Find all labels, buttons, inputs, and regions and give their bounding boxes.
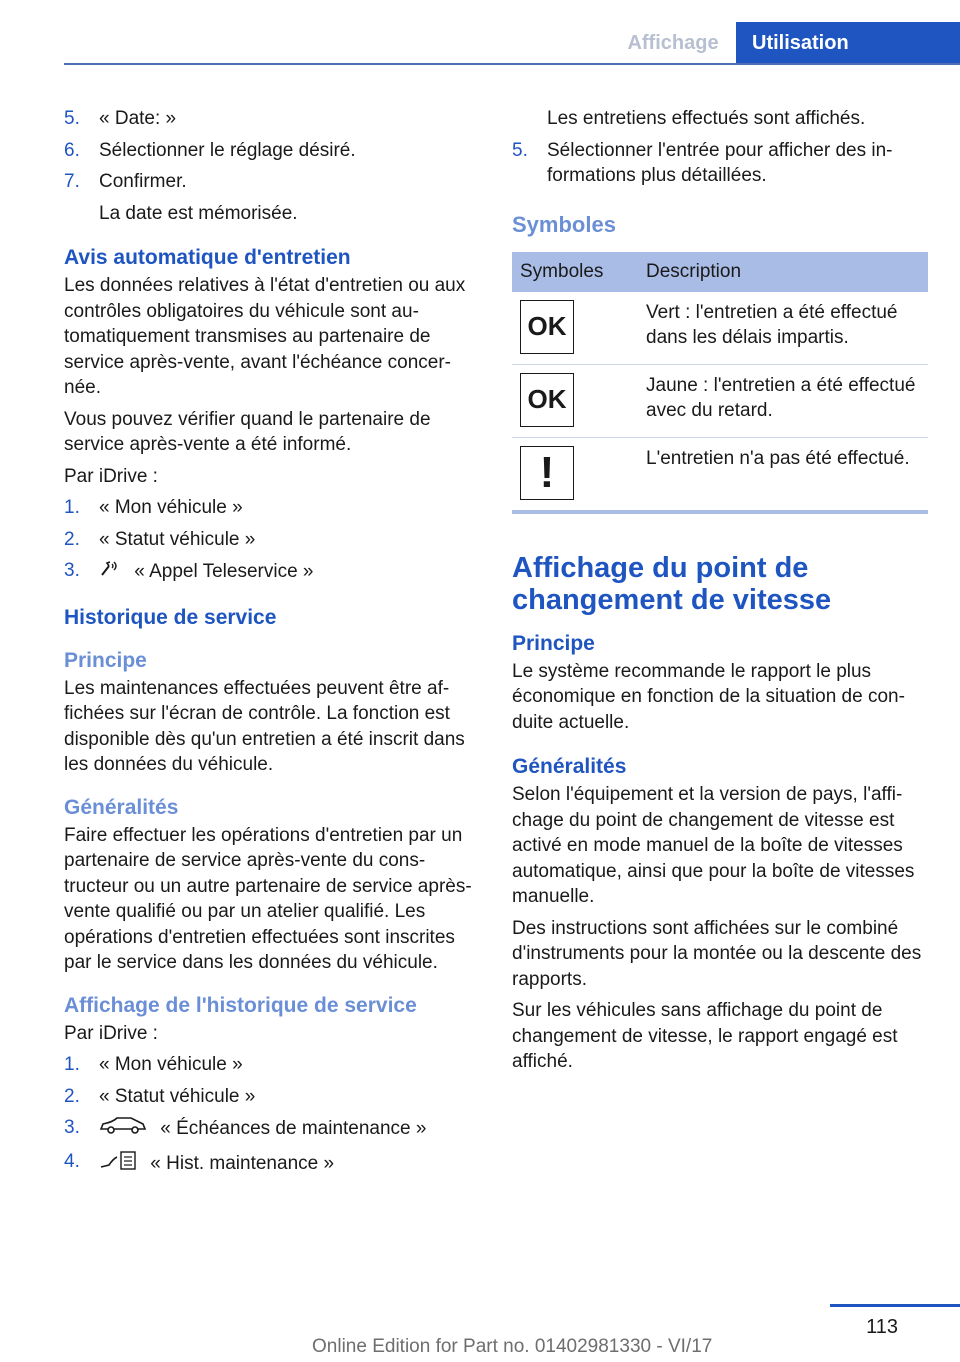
generalites-title: Généralités bbox=[64, 795, 179, 819]
step-text: Confirmer. bbox=[99, 171, 187, 192]
table-cell-description: Jaune : l'entretien a été effectué avec du retard. bbox=[638, 364, 928, 437]
step-text: « Échéances de maintenance » bbox=[160, 1117, 427, 1139]
step-text: « Mon véhicule » bbox=[99, 497, 243, 518]
table-header-symboles: Symboles bbox=[512, 252, 638, 292]
step-text: Sélectionner l'entrée pour afficher des informations plus détaillées. bbox=[547, 139, 893, 186]
warning-exclamation-icon bbox=[520, 446, 574, 500]
right-steps-list bbox=[512, 138, 928, 189]
step-text: « Appel Teleservice » bbox=[134, 560, 314, 582]
step-text: « Statut véhicule » bbox=[99, 1085, 256, 1107]
list-item bbox=[64, 1149, 474, 1179]
avis-title: Avis automatique d'entretien bbox=[64, 246, 351, 269]
avis-paragraph-1: Les données relatives à l'état d'entretien ou aux contrôles obligatoires du véhicule sont automatiquement transmises au partenaire de service après-vente, avant l'échéance concernée. bbox=[64, 275, 466, 398]
generalites-paragraph-right-1: Selon l'équipement et la version de pays, l'affichage du point de changement de vitesse est activé en mode manuel de la boîte de vitesses automatique, ainsi que pour la boîte de vitesses manuelle. bbox=[512, 784, 915, 907]
teleservice-icon bbox=[99, 558, 121, 586]
generalites-title-right: Généralités bbox=[512, 755, 627, 778]
symbol-label: ! bbox=[539, 447, 555, 497]
step-number: 2. bbox=[64, 1085, 80, 1107]
list-item bbox=[64, 558, 474, 586]
ok-green-icon bbox=[520, 300, 574, 354]
continuation-text: Les entretiens effectués sont affichés. bbox=[547, 108, 866, 129]
list-item bbox=[512, 138, 928, 189]
principe-paragraph: Les maintenances effectuées peuvent être affichées sur l'écran de contrôle. La fonction est disponible dès qu'un entretien a été inscrit dans les données du véhicule. bbox=[64, 677, 465, 775]
list-item bbox=[64, 1052, 474, 1078]
list-item bbox=[64, 169, 474, 226]
list-item bbox=[64, 138, 474, 164]
list-item bbox=[64, 527, 474, 553]
date-steps-list bbox=[64, 106, 474, 226]
symbol-label: OK bbox=[527, 310, 567, 341]
principe-title: Principe bbox=[64, 648, 147, 672]
step-text: « Statut véhicule » bbox=[99, 528, 256, 550]
list-item bbox=[64, 1115, 474, 1143]
generalites-paragraph: Faire effectuer les opérations d'entretien par un partenaire de service après-vente du constructeur ou un autre partenaire de service après-vente qualifié ou par un atelier qualifié. Les opérations d'entretien effectuées sont inscrites par le service dans les données du véhicule. bbox=[64, 824, 472, 973]
step-number: 7. bbox=[64, 171, 80, 192]
section-title-gear-shift: Affichage du point de changement de vitesse bbox=[512, 551, 832, 616]
step-number: 1. bbox=[64, 1054, 80, 1075]
step-text: « Date: » bbox=[99, 108, 177, 129]
edition-text: Online Edition for Part no. 01402981330 - VI/17 bbox=[312, 1336, 713, 1357]
step-number: 2. bbox=[64, 528, 80, 550]
step-number: 4. bbox=[64, 1150, 80, 1172]
tab-affichage[interactable]: Affichage bbox=[627, 32, 719, 54]
page-number: 113 bbox=[866, 1316, 898, 1338]
avis-paragraph-3: Par iDrive : bbox=[64, 465, 158, 487]
affichage-historique-title: Affichage de l'historique de service bbox=[64, 993, 417, 1017]
list-item bbox=[64, 495, 474, 521]
footer-divider bbox=[830, 1304, 960, 1307]
table-row bbox=[512, 437, 928, 510]
left-column bbox=[64, 100, 474, 1184]
step-number: 1. bbox=[64, 497, 80, 518]
principe-paragraph-right: Le système recommande le rapport le plus économique en fonction de la situation de conduite actuelle. bbox=[512, 660, 905, 733]
step-text: Sélectionner le réglage désiré. bbox=[99, 139, 356, 161]
header-divider bbox=[64, 63, 960, 65]
principe-title-right: Principe bbox=[512, 631, 595, 655]
step-number: 6. bbox=[64, 139, 80, 161]
symboles-title: Symboles bbox=[512, 211, 616, 237]
step-subtext: La date est mémorisée. bbox=[99, 202, 298, 224]
symbol-label: OK bbox=[527, 383, 567, 414]
maintenance-history-icon bbox=[99, 1149, 137, 1179]
table-row bbox=[512, 364, 928, 437]
historique-steps-list bbox=[64, 1052, 474, 1178]
tab-utilisation[interactable]: Utilisation bbox=[736, 22, 960, 64]
table-cell-description: Vert : l'entretien a été effectué dans les délais impartis. bbox=[638, 292, 928, 365]
ok-yellow-icon bbox=[520, 373, 574, 427]
avis-paragraph-2: Vous pouvez vérifier quand le partenaire de service après-vente a été informé. bbox=[64, 408, 431, 455]
table-bottom-rule bbox=[512, 510, 928, 514]
car-icon bbox=[99, 1115, 147, 1143]
step-number: 5. bbox=[512, 139, 528, 161]
step-text: « Mon véhicule » bbox=[99, 1054, 243, 1075]
generalites-paragraph-right-3: Sur les véhicules sans affichage du point de changement de vitesse, le rapport engagé est affiché. bbox=[512, 1000, 898, 1072]
step-text: « Hist. maintenance » bbox=[150, 1152, 335, 1174]
avis-steps-list bbox=[64, 495, 474, 586]
historique-title: Historique de service bbox=[64, 605, 277, 629]
table-row bbox=[512, 292, 928, 365]
list-item bbox=[64, 106, 474, 132]
step-number: 3. bbox=[64, 1117, 80, 1138]
step-number: 3. bbox=[64, 560, 80, 581]
list-item bbox=[64, 1084, 474, 1110]
step-number: 5. bbox=[64, 108, 80, 129]
generalites-paragraph-right-2: Des instructions sont affichées sur le combiné d'instruments pour la montée ou la descente des rapports. bbox=[512, 917, 922, 990]
symbols-table bbox=[512, 252, 928, 510]
table-cell-description: L'entretien n'a pas été effectué. bbox=[646, 447, 910, 469]
affichage-historique-paragraph: Par iDrive : bbox=[64, 1022, 158, 1044]
right-column bbox=[512, 100, 928, 1081]
table-header-description: Description bbox=[638, 252, 928, 292]
